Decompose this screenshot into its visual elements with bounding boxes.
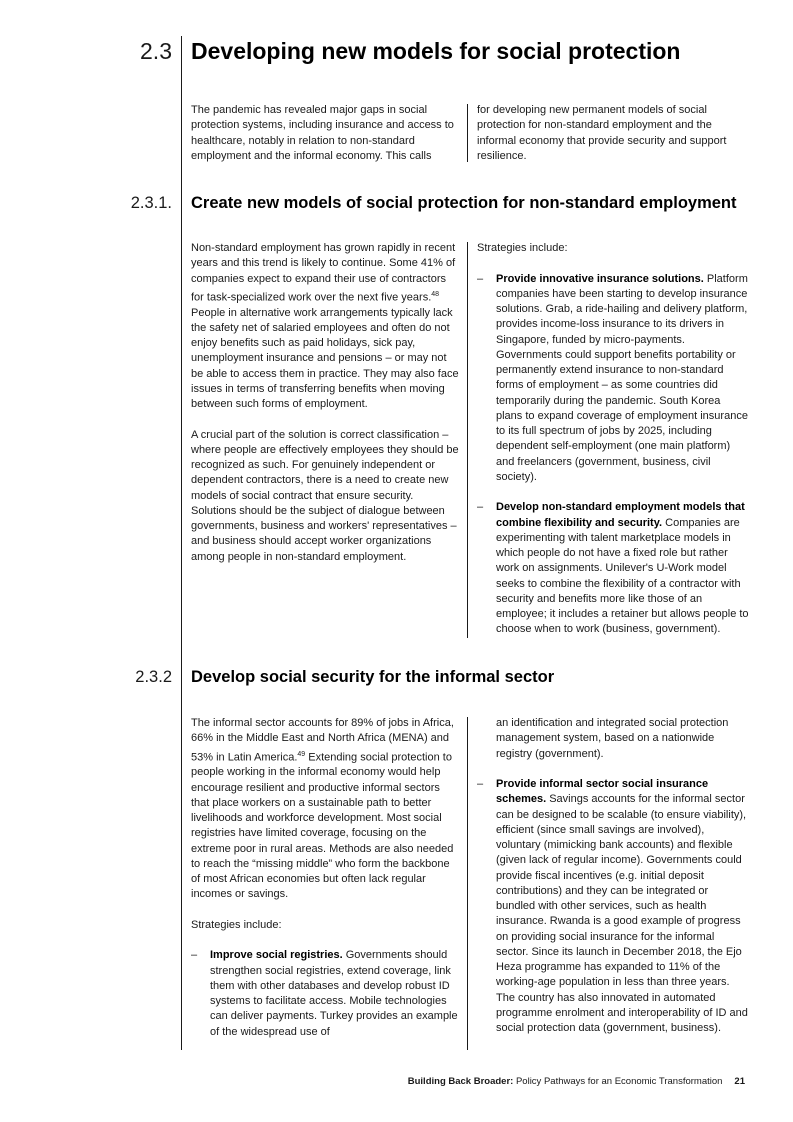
subsection-2-right-column bbox=[477, 716, 749, 1036]
bullet-heading: Provide innovative insurance solutions. bbox=[496, 272, 704, 285]
bullet-text: Companies are experimenting with talent marketplace models in which people do not have a fixed role but rather work on assignments. Unilever's U-Work model seeks to combine the flexibility of a contractor with security and benefits more like those of an employee; it includes a retainer but allows people to choose when to work (business, government). bbox=[496, 516, 749, 636]
bullet-text: Governments should strengthen social registries, extend coverage, link them with other databases and develop robust ID systems to facilitate access. Mobile technologies can deliver payments. Turkey provides an example of the widespread use of bbox=[210, 949, 458, 1038]
footnote-48: 48 bbox=[431, 290, 440, 298]
page-number: 21 bbox=[734, 1076, 745, 1087]
footer-title-bold: Building Back Broader: bbox=[407, 1076, 514, 1087]
subsection-1-number: 2.3.1. bbox=[130, 194, 172, 212]
subsection-2-left-column bbox=[191, 716, 461, 1040]
subsection-1-paragraph-1-text-b: People in alternative work arrangements typically lack the safety net of salaried employees and often do not enjoy benefits such as paid holidays, sick pay, unemployment insurance and pensions – or may not be able to access them in practice. They may also face issues in terms of transferring benefits when moving between such forms of employment. bbox=[191, 306, 459, 411]
bullet-continuation-text: an identification and integrated social protection management system, based on a nationwide registry (government). bbox=[496, 717, 729, 760]
footer-title-rest: Policy Pathways for an Economic Transformation bbox=[513, 1076, 723, 1087]
subsection-1-left-column bbox=[191, 241, 461, 565]
bullet-heading: Develop non-standard employment models that combine flexibility and security. bbox=[496, 501, 745, 529]
subsection-1-column-divider bbox=[467, 242, 468, 638]
bullet-heading: Provide informal sector social insurance schemes. bbox=[496, 778, 709, 806]
bullet-continuation bbox=[477, 716, 749, 762]
bullet-text: Platform companies have been starting to develop insurance solutions. Grab, a ride-hailing and delivery platform, provides income-loss insurance to its drivers in Singapore, funded by micro-payments. Governments could support benefits portability or permanently extend insurance to non-standard forms of employment – as some countries did temporarily during the pandemic. South Korea plans to expand coverage of employment insurance to its full spectrum of jobs by 2025, including dependent self-employment (one main platform) and freelancers (government, business, civil society). bbox=[496, 272, 748, 483]
intro-left-column bbox=[191, 103, 461, 164]
subsection-2-column-divider bbox=[467, 717, 468, 1050]
intro-right-paragraph: for developing new permanent models of social protection for non-standard employment and the informal economy that provide security and support resilience. bbox=[477, 104, 727, 162]
bullet-text: Savings accounts for the informal sector can be designed to be scalable (to ensure viability), efficient (since small savings are involved), voluntary (mimicking bank accounts) and flexible (given lack of regular income). Governments could provide fiscal incentives (e.g. initial deposit contributions) and they can be integrated or bundled with other services, such as health insurance. Rwanda is a good example of progress on providing social insurance for the informal sector. Since its launch in December 2018, the Ejo Heza programme has expanded to 11% of the working-age population in less than three years. The country has also innovated in automated programme enrolment and interoperability of ID and social protection data (government, business). bbox=[496, 793, 748, 1034]
subsection-2-title: Develop social security for the informal sector bbox=[191, 668, 555, 686]
strategy-bullet bbox=[477, 272, 749, 486]
strategy-bullet bbox=[477, 777, 749, 1036]
subsection-1-strategies-intro: Strategies include: bbox=[477, 242, 568, 254]
subsection-2-number: 2.3.2 bbox=[135, 668, 172, 686]
footnote-49: 49 bbox=[297, 750, 306, 758]
strategy-bullet bbox=[477, 500, 749, 637]
bullet-dash: – bbox=[477, 778, 484, 790]
subsection-2-paragraph-1-text-a: The informal sector accounts for 89% of jobs in Africa, 66% in the Middle East and North Africa (MENA) and 53% in Latin America. bbox=[191, 717, 454, 764]
section-title: Developing new models for social protection bbox=[191, 38, 681, 64]
subsection-2-paragraph-1-text-b: Extending social protection to people working in the informal economy would help encourage resilient and productive informal sectors that place workers on a sustainable path to better livelihoods and workforce development. Most social registries have limited coverage, focusing on the extreme poor in rural areas. Methods are also needed to reach the “missing middle” who form the backbone of most African economies but often lack regular incomes or savings. bbox=[191, 751, 454, 901]
subsection-2-paragraph-1 bbox=[191, 716, 461, 903]
bullet-dash: – bbox=[191, 949, 198, 962]
subsection-1-paragraph-2: A crucial part of the solution is correct classification – where people are effectively employees they should be recognized as such. For genuinely independent or dependent contractors, there is a need to create new models of social contract that ensure security. Solutions should be the subject of dialogue between governments, business and workers' representatives – and business should accept worker organizations among people in non-standard employment. bbox=[191, 428, 459, 563]
bullet-heading: Improve social registries. bbox=[210, 949, 343, 962]
intro-right-column bbox=[477, 103, 747, 164]
intro-column-divider bbox=[467, 104, 468, 162]
subsection-2-strategies-intro: Strategies include: bbox=[191, 918, 282, 931]
margin-rule bbox=[181, 36, 182, 1050]
strategy-bullet bbox=[191, 948, 461, 1040]
subsection-1-paragraph-1-text-a: Non-standard employment has grown rapidly in recent years and this trend is likely to continue. Some 41% of companies expect to expand their use of contractors for task-specialized work over the next five years. bbox=[191, 242, 456, 304]
subsection-1-right-column bbox=[477, 241, 749, 638]
section-number: 2.3 bbox=[140, 38, 172, 64]
bullet-dash: – bbox=[477, 501, 484, 514]
subsection-1-paragraph-1 bbox=[191, 241, 461, 412]
intro-left-paragraph: The pandemic has revealed major gaps in social protection systems, including insurance and access to healthcare, notably in relation to non-standard employment and the informal economy. This calls bbox=[191, 104, 454, 162]
subsection-1-title: Create new models of social protection for non-standard employment bbox=[191, 194, 737, 212]
bullet-dash: – bbox=[477, 272, 484, 285]
page-footer bbox=[408, 1076, 745, 1087]
